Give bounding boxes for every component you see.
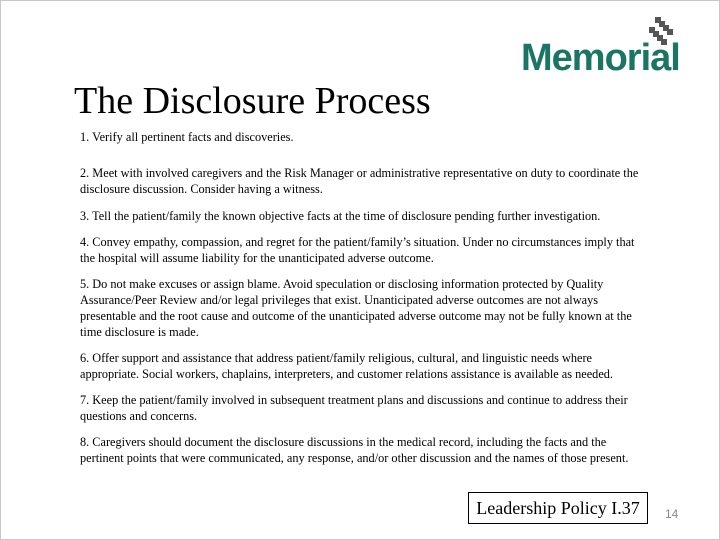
list-item: 6. Offer support and assistance that address patient/family religious, cultural, and linguistic needs where appropriate. Social workers, chaplains, interpreters, and customer relations assistance is available as needed.	[80, 351, 614, 381]
list-item: 3. Tell the patient/family the known objective facts at the time of disclosure pending further investigation.	[80, 209, 601, 223]
logo-text: Memorial	[521, 37, 680, 79]
steps-list	[80, 129, 652, 466]
memorial-logo	[521, 17, 693, 79]
list-item: 8. Caregivers should document the disclosure discussions in the medical record, including the facts and the pertinent points that were communicated, any response, and/or other discussion and the names of those present.	[80, 435, 629, 465]
list-item: 7. Keep the patient/family involved in subsequent treatment plans and discussions and continue to address their questions and concerns.	[80, 393, 628, 423]
page-number: 14	[665, 507, 679, 521]
list-item: 2. Meet with involved caregivers and the Risk Manager or administrative representative on duty to coordinate the disclosure discussion. Consider having a witness.	[80, 166, 639, 196]
list-item: 5. Do not make excuses or assign blame. Avoid speculation or disclosing information protected by Quality Assurance/Peer Review and/or legal privileges that exist. Unanticipated adverse outcomes are not always presentable and the root cause and outcome of the unanticipated adverse outcome may not be fully known at the time disclosure is made.	[80, 277, 632, 339]
policy-box	[468, 492, 648, 524]
list-item: 1. Verify all pertinent facts and discoveries.	[80, 130, 294, 144]
page-title: The Disclosure Process	[74, 80, 431, 122]
policy-label: Leadership Policy I.37	[476, 497, 640, 518]
list-item: 4. Convey empathy, compassion, and regret for the patient/family’s situation. Under no circumstances imply that the hospital will assume liability for the unanticipated adverse outcome.	[80, 235, 635, 265]
